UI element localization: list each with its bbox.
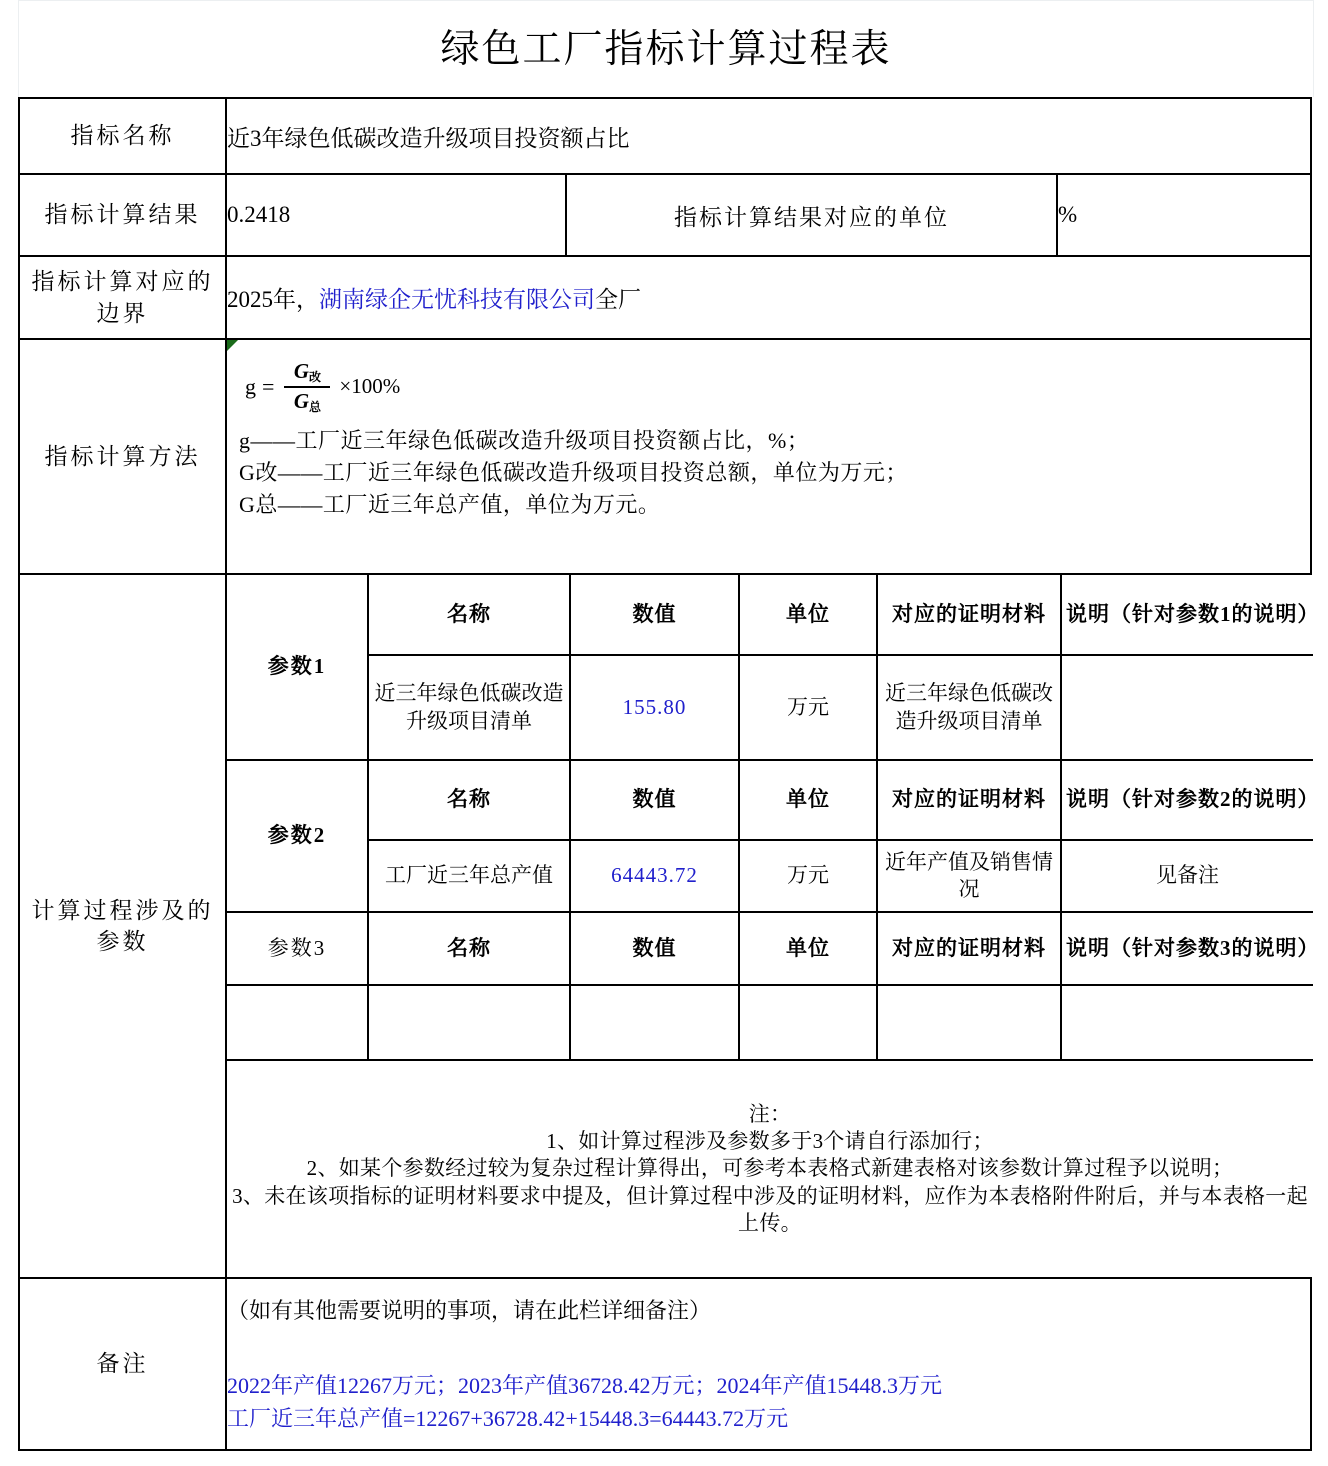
definition-line-gzong: G总——工厂近三年总产值，单位为万元。 (239, 491, 661, 517)
row-boundary (19, 256, 1311, 339)
param2-header-value: 数值 (570, 760, 739, 840)
formula-tail: ×100% (339, 374, 401, 399)
remarks-spacer (227, 1327, 1310, 1369)
formula-numerator-subscript: 改 (309, 370, 322, 384)
param3-value-unit[interactable] (739, 985, 877, 1060)
param2-value-name[interactable]: 工厂近三年总产值 (368, 840, 570, 912)
param1-header-note: 说明（针对参数1的说明） (1061, 575, 1313, 655)
param1-header-unit: 单位 (739, 575, 877, 655)
fraction-bar (284, 386, 330, 388)
param2-header-name: 名称 (368, 760, 570, 840)
value-indicator-name[interactable]: 近3年绿色低碳改造升级项目投资额占比 (226, 98, 1311, 174)
parameters-container (226, 574, 1320, 1278)
row-indicator-name (19, 98, 1311, 174)
formula-lhs: g (245, 373, 256, 399)
param3-header-value: 数值 (570, 912, 739, 985)
param3-header-note: 说明（针对参数3的说明） (1061, 912, 1313, 985)
formula-definitions (239, 425, 1300, 521)
value-calc-result-unit[interactable]: % (1057, 174, 1311, 256)
boundary-suffix: 全厂 (595, 287, 641, 312)
formula-equals: = (262, 373, 275, 399)
notes-row (227, 1060, 1313, 1277)
formula-expression (245, 360, 1300, 413)
label-calc-result-unit: 指标计算结果对应的单位 (566, 174, 1057, 256)
row-remarks (19, 1278, 1311, 1450)
param3-header-name: 名称 (368, 912, 570, 985)
value-calc-result[interactable]: 0.2418 (226, 174, 566, 256)
param3-value-label[interactable] (227, 985, 368, 1060)
param3-value-evidence[interactable] (877, 985, 1061, 1060)
param2-header-row (227, 760, 1313, 840)
param3-value-name[interactable] (368, 985, 570, 1060)
param1-value-unit[interactable]: 万元 (739, 655, 877, 760)
param2-header-note: 说明（针对参数2的说明） (1061, 760, 1313, 840)
formula-denominator-symbol: G (293, 388, 309, 413)
formula-numerator (290, 360, 325, 384)
param2-value-unit[interactable]: 万元 (739, 840, 877, 912)
param3-header-unit: 单位 (739, 912, 877, 985)
method-content (226, 339, 1311, 574)
param2-header-evidence: 对应的证明材料 (877, 760, 1061, 840)
param1-value-number[interactable]: 155.80 (570, 655, 739, 760)
notes-cell (227, 1060, 1313, 1277)
boundary-company-name: 湖南绿企无忧科技有限公司 (319, 287, 595, 312)
param1-name: 参数1 (227, 575, 368, 760)
notes-item-3: 3、未在该项指标的证明材料要求中提及，但计算过程中涉及的证明材料，应作为本表格附件附后，并与本表格一起上传。 (232, 1183, 1308, 1235)
definition-line-g: g——工厂近三年绿色低碳改造升级项目投资额占比，%； (239, 428, 810, 454)
param2-value-number[interactable]: 64443.72 (570, 840, 739, 912)
param1-value-row (227, 655, 1313, 760)
remarks-cell[interactable] (226, 1278, 1311, 1450)
param3-value-number[interactable] (570, 985, 739, 1060)
param2-header-unit: 单位 (739, 760, 877, 840)
param1-header-evidence: 对应的证明材料 (877, 575, 1061, 655)
notes-heading: 注： (748, 1101, 792, 1126)
label-remarks: 备注 (19, 1278, 226, 1450)
param3-header-evidence: 对应的证明材料 (877, 912, 1061, 985)
label-parameters-section: 计算过程涉及的参数 (19, 574, 226, 1278)
label-calc-result: 指标计算结果 (19, 174, 226, 256)
definition-line-gai: G改——工厂近三年绿色低碳改造升级项目投资总额，单位为万元； (239, 460, 908, 486)
param3-header-row (227, 912, 1313, 985)
comment-marker-icon (227, 340, 238, 351)
notes-item-2: 2、如某个参数经过较为复杂过程计算得出，可参考本表格式新建表格对该参数计算过程予以说明； (306, 1156, 1234, 1181)
page-title: 绿色工厂指标计算过程表 (440, 27, 892, 71)
label-method: 指标计算方法 (19, 339, 226, 574)
boundary-prefix: 2025年， (227, 287, 319, 312)
param3-value-row (227, 985, 1313, 1060)
formula-denominator (290, 390, 325, 414)
param1-value-evidence[interactable]: 近三年绿色低碳改造升级项目清单 (877, 655, 1061, 760)
remarks-placeholder: （如有其他需要说明的事项，请在此栏详细备注） (227, 1297, 712, 1323)
row-parameters (19, 574, 1311, 1278)
remarks-line-2: 工厂近三年总产值=12267+36728.42+15448.3=64443.72万元 (227, 1405, 789, 1431)
row-method (19, 339, 1311, 574)
param1-header-value: 数值 (570, 575, 739, 655)
param2-value-evidence[interactable]: 近年产值及销售情况 (877, 840, 1061, 912)
param2-value-row (227, 840, 1313, 912)
label-boundary: 指标计算对应的边界 (19, 256, 226, 339)
param1-value-name[interactable]: 近三年绿色低碳改造升级项目清单 (368, 655, 570, 760)
title-band (18, 0, 1314, 97)
row-calc-result (19, 174, 1311, 256)
param2-name: 参数2 (227, 760, 368, 912)
param1-value-note[interactable] (1061, 655, 1313, 760)
formula-denominator-subscript: 总 (309, 399, 322, 414)
label-indicator-name: 指标名称 (19, 98, 226, 174)
value-boundary[interactable] (226, 256, 1311, 339)
param1-header-row (227, 575, 1313, 655)
indicator-calculation-table (18, 97, 1320, 1451)
notes-item-1: 1、如计算过程涉及参数多于3个请自行添加行； (546, 1129, 994, 1154)
formula-numerator-symbol: G (293, 359, 309, 383)
parameters-table (227, 575, 1320, 1277)
param1-header-name: 名称 (368, 575, 570, 655)
param3-value-note[interactable] (1061, 985, 1313, 1060)
formula-fraction (284, 360, 330, 413)
remarks-line-1: 2022年产值12267万元；2023年产值36728.42万元；2024年产值15448.3万元 (227, 1372, 943, 1398)
param2-value-note[interactable]: 见备注 (1061, 840, 1313, 912)
param3-name: 参数3 (227, 912, 368, 985)
